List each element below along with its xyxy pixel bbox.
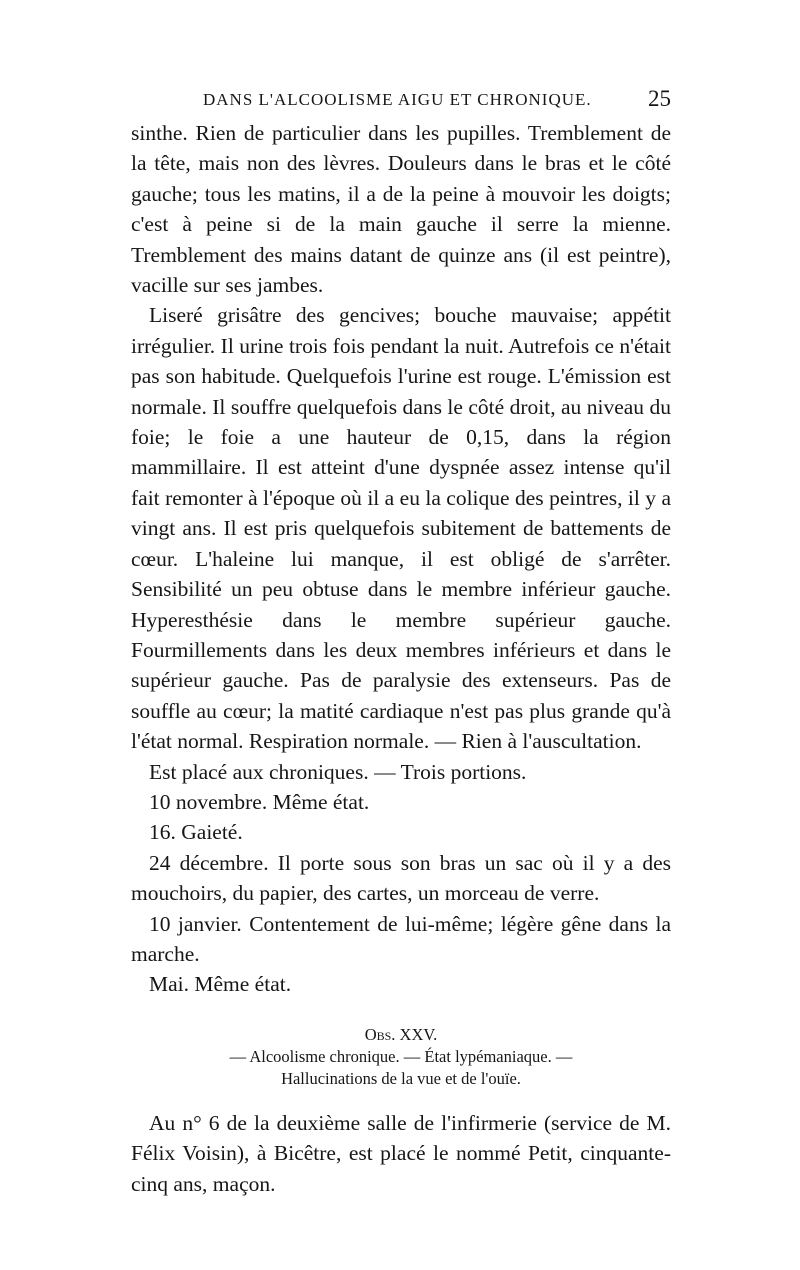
observation-heading bbox=[131, 1024, 671, 1090]
observation-heading-line bbox=[131, 1024, 671, 1068]
paragraph: Au n° 6 de la deuxième salle de l'infirmerie (service de M. Félix Voisin), à Bicêtre, est placé le nommé Petit, cinquante-cinq ans, maçon. bbox=[131, 1110, 671, 1196]
body-text bbox=[131, 118, 671, 1199]
running-title: DANS L'ALCOOLISME AIGU ET CHRONIQUE. bbox=[203, 90, 592, 109]
paragraph: Mai. Même état. bbox=[149, 972, 292, 997]
observation-title: — Alcoolisme chronique. — État lypémaniaque. — bbox=[229, 1046, 573, 1066]
paragraph: 16. Gaieté. bbox=[149, 820, 243, 845]
running-head bbox=[131, 88, 671, 118]
observation-subtitle: Hallucinations de la vue et de l'ouïe. bbox=[281, 1068, 521, 1088]
book-page bbox=[131, 88, 671, 1199]
paragraph: 10 janvier. Contentement de lui-même; légère gêne dans la marche. bbox=[131, 911, 671, 966]
page-number: 25 bbox=[648, 86, 671, 111]
paragraph: sinthe. Rien de particulier dans les pupilles. Tremblement de la tête, mais non des lèvres. Douleurs dans le bras et le côté gauche; tous les matins, il a de la peine à mouvoir les doigts; c'est à peine si de la main gauche il serre la mienne. Tremblement des mains datant de quinze ans (il est peintre), vacille sur ses jambes. bbox=[131, 121, 671, 298]
paragraph: 24 décembre. Il porte sous son bras un sac où il y a des mouchoirs, du papier, des cartes, un morceau de verre. bbox=[131, 850, 671, 906]
observation-label: Obs. XXV. bbox=[364, 1024, 438, 1044]
paragraph: Liseré grisâtre des gencives; bouche mauvaise; appétit irrégulier. Il urine trois fois pendant la nuit. Autrefois ce n'était pas son habitude. Quelquefois l'urine est rouge. L'émission est normale. Il souffre quelquefois dans le côté droit, au niveau du foie; le foie a une hauteur de 0,15, dans la région mammillaire. Il est atteint d'une dyspnée assez intense qu'il fait remonter à l'époque où il a eu la colique des peintres, il y a vingt ans. Il est pris quelquefois subitement de battements de cœur. L'haleine lui manque, il est obligé de s'arrêter. Sensibilité un peu obtuse dans le membre inférieur gauche. Hyperesthésie dans le membre supérieur gauche. Fourmillements dans les deux membres inférieurs et dans le supérieur gauche. Pas de paralysie des extenseurs. Pas de souffle au cœur; la matité cardiaque n'est pas plus grande qu'à l'état normal. Respiration normale. — Rien à l'auscultation. bbox=[131, 303, 671, 754]
paragraph: 10 novembre. Même état. bbox=[149, 789, 370, 814]
paragraph: Est placé aux chroniques. — Trois portions. bbox=[149, 759, 527, 784]
